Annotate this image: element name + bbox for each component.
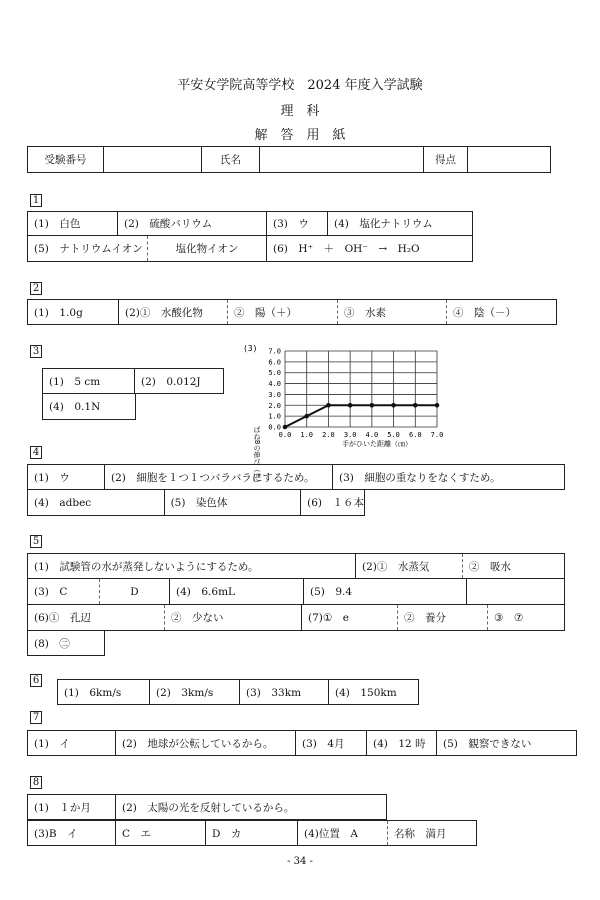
q5-answer-9: ② 少ない <box>165 605 302 630</box>
q1-answer-4: (4) 塩化ナトリウム <box>334 218 433 230</box>
q3-graph-label: (3) <box>243 344 258 353</box>
q5-answer-3: ② 吸水 <box>469 560 511 573</box>
q8-answer-7: 名称 満月 <box>394 827 447 840</box>
name-label: 氏名 <box>202 147 260 172</box>
q8-answer-5: D カ <box>206 821 298 845</box>
data-point <box>326 403 331 408</box>
q7-answer-2: (2) 地球が公転しているから。 <box>116 731 296 755</box>
data-point <box>283 425 288 430</box>
q4-answer-3: (3) 細胞の重なりをなくすため。 <box>339 471 501 484</box>
question-number: 7 <box>30 711 42 724</box>
q5-row4 <box>27 631 105 656</box>
page-number: - 34 - <box>287 856 313 867</box>
question-number: 6 <box>30 674 42 687</box>
q5-answer-10: (7)① e <box>302 605 398 630</box>
data-point <box>435 403 440 408</box>
q8-answer-3: (3)B イ <box>28 821 116 845</box>
q4-answer-4: (4) adbec <box>28 490 165 515</box>
q8-row1 <box>27 794 387 820</box>
data-point <box>304 414 309 419</box>
score-label: 得点 <box>424 147 468 172</box>
q7-row <box>27 730 577 756</box>
x-tick-label: 0.0 <box>278 431 292 439</box>
q1-answer-6: (6) H⁺ ＋ OH⁻ → H₂O <box>273 243 420 255</box>
q2-row <box>27 299 557 325</box>
name-field <box>260 147 424 172</box>
q4-answer-5: (5) 染色体 <box>165 490 302 515</box>
q2-answer-4: ③ 水素 <box>338 300 447 324</box>
q5-answer-4: (3) C <box>28 579 100 604</box>
info-row <box>27 146 551 173</box>
subject-title: 理 科 <box>280 104 320 119</box>
x-tick-label: 5.0 <box>387 431 400 439</box>
q5-answer-12: ③ ⑦ <box>494 612 524 624</box>
question-number: 5 <box>30 535 42 548</box>
q1-row1 <box>27 211 473 236</box>
q5-answer-11: ② 養分 <box>398 605 488 630</box>
q1-answer-2: (2) 硫酸バリウム <box>118 212 267 235</box>
y-tick-label: 3.0 <box>268 390 281 399</box>
answer-sheet-title: 解 答 用 紙 <box>254 128 346 143</box>
q8-answer-2: (2) 太陽の光を反射しているから。 <box>122 801 295 814</box>
q6-row <box>57 679 419 705</box>
q7-answer-1: (1) イ <box>28 731 116 755</box>
q5-answer-7: (5) 9.4 <box>304 579 467 604</box>
q5-row3 <box>27 605 565 631</box>
data-point <box>413 403 418 408</box>
q3-answer-1: (1) 5 cm <box>43 369 135 393</box>
x-tick-label: 1.0 <box>300 431 314 439</box>
q2-answer-2: (2)① 水酸化物 <box>119 300 228 324</box>
q6-answer-1: (1) 6km/s <box>58 680 150 704</box>
q3-row1 <box>42 368 224 394</box>
q7-answer-4: (4) 12 時 <box>367 731 437 755</box>
q3-answer-2: (2) 0.012J <box>141 375 201 388</box>
q5-answer-5: D <box>100 579 170 604</box>
question-number: 4 <box>30 446 42 459</box>
q4-row1 <box>27 464 565 490</box>
y-tick-label: 2.0 <box>268 401 281 410</box>
q1-answer-3: (3) ウ <box>267 212 328 235</box>
q5-empty <box>467 579 564 604</box>
x-tick-label: 7.0 <box>430 431 444 439</box>
x-tick-label: 4.0 <box>365 431 379 439</box>
q7-answer-3: (3) 4月 <box>296 731 367 755</box>
x-ticks <box>279 431 444 439</box>
q1-answer-5a: (5) ナトリウムイオン <box>28 236 148 261</box>
data-point <box>348 403 353 408</box>
question-number: 8 <box>30 776 42 789</box>
question-number: 3 <box>30 345 42 358</box>
exam-number-label: 受験番号 <box>28 147 104 172</box>
y-tick-label: 6.0 <box>268 358 281 367</box>
score-field <box>468 147 550 172</box>
q1-answer-1: (1) 白色 <box>28 212 118 235</box>
x-tick-label: 2.0 <box>322 431 335 439</box>
q3-answer-4: (4) 0.1N <box>49 401 101 413</box>
y-ticks <box>268 348 281 432</box>
q8-answer-6: (4)位置 A <box>298 821 388 845</box>
q6-answer-2: (2) 3km/s <box>150 680 240 704</box>
y-tick-label: 0.0 <box>268 423 281 432</box>
q1-row2 <box>27 236 473 262</box>
q2-answer-3: ② 陽（＋） <box>228 300 338 324</box>
exam-number-field <box>104 147 202 172</box>
y-tick-label: 7.0 <box>268 347 281 356</box>
q5-answer-2: (2)① 水蒸気 <box>356 554 463 578</box>
q4-row2 <box>27 490 365 516</box>
y-tick-label: 5.0 <box>268 369 281 378</box>
q2-answer-1: (1) 1.0g <box>28 300 119 324</box>
data-point <box>391 403 396 408</box>
q5-answer-6: (4) 6.6mL <box>170 579 304 604</box>
y-tick-label: 4.0 <box>268 380 281 389</box>
y-axis-label: ばねBの伸び（㎝） <box>253 426 261 487</box>
data-point <box>370 403 375 408</box>
q8-answer-4: C エ <box>116 821 206 845</box>
x-tick-label: 3.0 <box>343 431 357 439</box>
q5-answer-13: (8) ㊁ <box>34 637 70 650</box>
school-exam-title: 平安女学院高等学校 2024 年度入学試験 <box>177 78 423 93</box>
q1-answer-5b: 塩化物イオン <box>148 236 267 261</box>
q8-answer-1: (1) １か月 <box>28 795 116 819</box>
y-tick-label: 1.0 <box>268 412 281 421</box>
question-number: 2 <box>30 282 42 295</box>
q4-answer-2: (2) 細胞を１つ１つバラバラにするため。 <box>105 465 333 489</box>
q2-answer-5: ④ 陰（－） <box>453 306 516 319</box>
q6-answer-4: (4) 150km <box>335 686 397 699</box>
x-axis-label: 手がひいた距離（㎝） <box>342 440 412 448</box>
q5-row2 <box>27 579 565 605</box>
question-number: 1 <box>30 194 42 207</box>
x-tick-label: 6.0 <box>408 431 422 439</box>
q8-row2 <box>27 820 477 846</box>
q6-answer-3: (3) 33km <box>240 680 329 704</box>
q5-row1 <box>27 553 565 579</box>
q5-answer-8: (6)① 孔辺 <box>28 605 165 630</box>
q4-answer-1: (1) ウ <box>28 465 105 489</box>
q3-row2 <box>42 394 136 420</box>
q4-answer-6: (6) １６本 <box>307 497 364 509</box>
q7-answer-5: (5) 観察できない <box>443 737 532 750</box>
q5-answer-1: (1) 試験管の水が蒸発しないようにするため。 <box>28 554 356 578</box>
